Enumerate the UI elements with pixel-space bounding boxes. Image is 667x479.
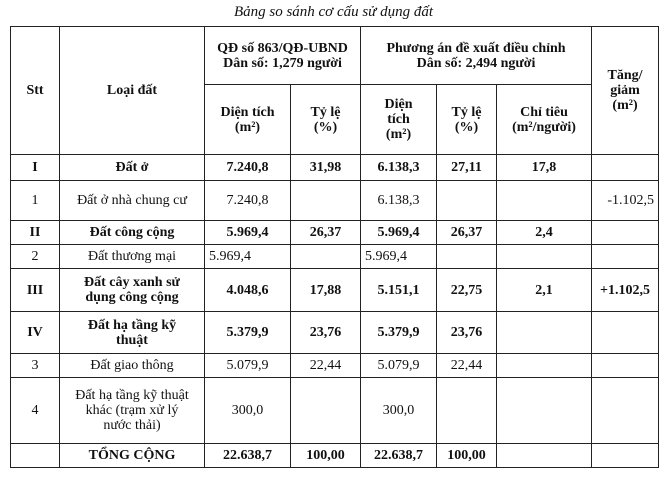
row-pa-area: 5.151,1 bbox=[361, 269, 437, 312]
row-name: Đất thương mại bbox=[60, 245, 205, 269]
row-qd-ratio bbox=[291, 378, 361, 444]
row-stt: 3 bbox=[11, 354, 60, 378]
row-qd-ratio: 17,88 bbox=[291, 269, 361, 312]
header-qd-group bbox=[205, 27, 361, 85]
row-change: +1.102,5 bbox=[592, 269, 659, 312]
row-pa-ratio bbox=[437, 245, 497, 269]
row-change bbox=[592, 245, 659, 269]
header-pa-quota: Chỉ tiêu (m²/người) bbox=[497, 85, 592, 155]
header-pa-area: Diện tích (m²) bbox=[361, 85, 437, 155]
row-pa-area: 6.138,3 bbox=[361, 181, 437, 221]
total-stt bbox=[11, 444, 60, 468]
row-stt: 2 bbox=[11, 245, 60, 269]
header-pa-title: Phương án đề xuất điều chỉnh bbox=[386, 40, 566, 56]
row-qd-ratio: 26,37 bbox=[291, 221, 361, 245]
row-qd-area: 5.969,4 bbox=[205, 245, 291, 269]
row-change bbox=[592, 312, 659, 354]
row-change bbox=[592, 354, 659, 378]
row-stt: III bbox=[11, 269, 60, 312]
total-qd-area: 22.638,7 bbox=[205, 444, 291, 468]
row-qd-area: 5.969,4 bbox=[205, 221, 291, 245]
row-pa-area: 5.969,4 bbox=[361, 245, 437, 269]
row-qd-ratio bbox=[291, 245, 361, 269]
land-use-comparison-table bbox=[10, 26, 659, 468]
row-qd-area: 5.079,9 bbox=[205, 354, 291, 378]
header-qd-ratio: Tỷ lệ (%) bbox=[291, 85, 361, 155]
row-quota: 17,8 bbox=[497, 155, 592, 181]
row-qd-ratio: 23,76 bbox=[291, 312, 361, 354]
row-name: Đất hạ tầng kỹ thuật bbox=[60, 312, 205, 354]
header-qd-population: Dân số: 1,279 người bbox=[223, 55, 342, 71]
row-stt: I bbox=[11, 155, 60, 181]
row-qd-area: 300,0 bbox=[205, 378, 291, 444]
row-pa-area: 5.079,9 bbox=[361, 354, 437, 378]
row-qd-ratio: 22,44 bbox=[291, 354, 361, 378]
row-pa-ratio: 23,76 bbox=[437, 312, 497, 354]
row-pa-area: 5.379,9 bbox=[361, 312, 437, 354]
row-quota bbox=[497, 378, 592, 444]
row-pa-area: 5.969,4 bbox=[361, 221, 437, 245]
row-quota: 2,4 bbox=[497, 221, 592, 245]
row-name: Đất ở nhà chung cư bbox=[60, 181, 205, 221]
header-qd-title: QĐ số 863/QĐ-UBND bbox=[217, 40, 348, 56]
header-stt: Stt bbox=[11, 27, 60, 155]
row-quota bbox=[497, 245, 592, 269]
total-label: TỔNG CỘNG bbox=[60, 444, 205, 468]
row-pa-area: 300,0 bbox=[361, 378, 437, 444]
row-name: Đất hạ tầng kỹ thuật khác (trạm xử lý nước thải) bbox=[60, 378, 205, 444]
row-change bbox=[592, 378, 659, 444]
row-quota bbox=[497, 354, 592, 378]
row-stt: 1 bbox=[11, 181, 60, 221]
row-pa-area: 6.138,3 bbox=[361, 155, 437, 181]
row-name: Đất công cộng bbox=[60, 221, 205, 245]
header-pa-population: Dân số: 2,494 người bbox=[416, 55, 536, 71]
header-pa-ratio: Tỷ lệ (%) bbox=[437, 85, 497, 155]
row-qd-ratio bbox=[291, 181, 361, 221]
header-change: Tăng/ giảm (m²) bbox=[592, 27, 659, 155]
total-qd-ratio: 100,00 bbox=[291, 444, 361, 468]
row-quota bbox=[497, 312, 592, 354]
row-stt: IV bbox=[11, 312, 60, 354]
row-pa-ratio: 26,37 bbox=[437, 221, 497, 245]
total-pa-ratio: 100,00 bbox=[437, 444, 497, 468]
header-pa-group bbox=[361, 27, 592, 85]
row-pa-ratio: 22,44 bbox=[437, 354, 497, 378]
row-qd-ratio: 31,98 bbox=[291, 155, 361, 181]
table-caption: Bảng so sánh cơ cấu sử dụng đất bbox=[233, 4, 434, 20]
row-name: Đất ở bbox=[60, 155, 205, 181]
row-pa-ratio bbox=[437, 181, 497, 221]
row-stt: 4 bbox=[11, 378, 60, 444]
row-qd-area: 7.240,8 bbox=[205, 155, 291, 181]
row-qd-area: 4.048,6 bbox=[205, 269, 291, 312]
row-stt: II bbox=[11, 221, 60, 245]
row-pa-ratio: 27,11 bbox=[437, 155, 497, 181]
total-quota bbox=[497, 444, 592, 468]
row-pa-ratio bbox=[437, 378, 497, 444]
row-change: -1.102,5 bbox=[592, 181, 659, 221]
row-name: Đất giao thông bbox=[60, 354, 205, 378]
row-qd-area: 5.379,9 bbox=[205, 312, 291, 354]
total-pa-area: 22.638,7 bbox=[361, 444, 437, 468]
row-quota bbox=[497, 181, 592, 221]
row-quota: 2,1 bbox=[497, 269, 592, 312]
header-land-type: Loại đất bbox=[60, 27, 205, 155]
row-change bbox=[592, 155, 659, 181]
row-change bbox=[592, 221, 659, 245]
row-pa-ratio: 22,75 bbox=[437, 269, 497, 312]
total-change bbox=[592, 444, 659, 468]
row-qd-area: 7.240,8 bbox=[205, 181, 291, 221]
header-qd-area: Diện tích (m²) bbox=[205, 85, 291, 155]
row-name: Đất cây xanh sử dụng công cộng bbox=[60, 269, 205, 312]
